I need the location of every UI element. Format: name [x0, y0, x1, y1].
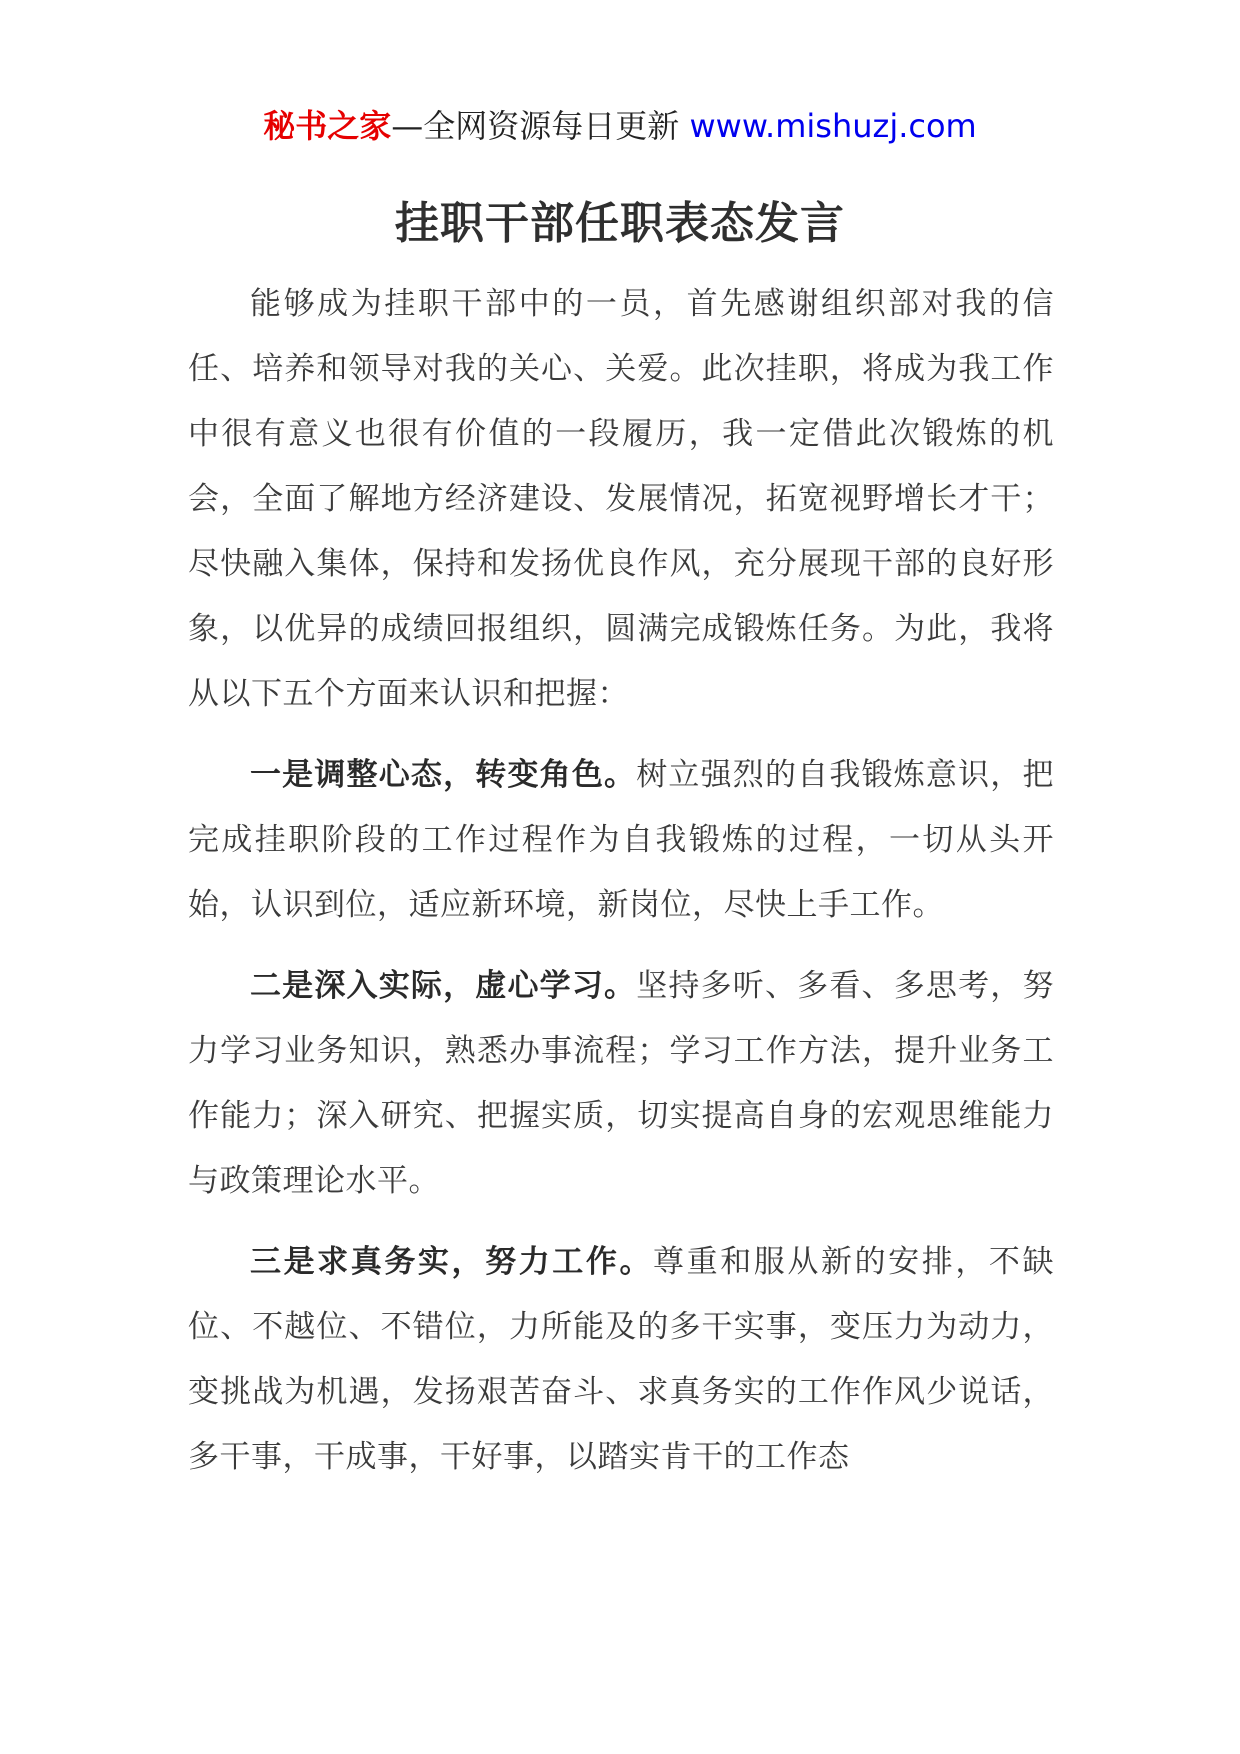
paragraph-lead: 一是调整心态，转变角色。: [250, 757, 637, 793]
paragraph-lead: 二是深入实际，虚心学习。: [250, 968, 637, 1004]
paragraph-text: 尊重和服从新的安排，不缺位、不越位、不错位，力所能及的多干实事，变压力为动力，变挑战为机遇，发扬艰苦奋斗、求真务实的工作作风少说话，多干事，干成事，干好事，以踏实肯干的工作态: [188, 1244, 1055, 1475]
paragraph-point-3: [188, 1230, 1054, 1490]
paragraph-text: 能够成为挂职干部中的一员，首先感谢组织部对我的信任、培养和领导对我的关心、关爱。此次挂职，将成为我工作中很有意义也很有价值的一段履历，我一定借此次锻炼的机会，全面了解地方经济建设、发展情况，拓宽视野增长才干；尽快融入集体，保持和发扬优良作风，充分展现干部的良好形象，以优异的成绩回报组织，圆满完成锻炼任务。为此，我将从以下五个方面来认识和把握：: [188, 286, 1054, 712]
document-title: 挂职干部任职表态发言: [395, 198, 845, 249]
site-header: [0, 104, 1240, 148]
paragraph-point-1: [188, 743, 1054, 938]
paragraph-text: 树立强烈的自我锻炼意识，把完成挂职阶段的工作过程作为自我锻炼的过程，一切从头开始，认识到位，适应新环境，新岗位，尽快上手工作。: [188, 757, 1054, 923]
site-url-link[interactable]: www.mishuzj.com: [689, 107, 977, 145]
header-tagline: —全网资源每日更新: [391, 107, 690, 145]
brand-name: 秘书之家: [263, 107, 392, 145]
paragraph-lead: 三是求真务实，努力工作。: [250, 1244, 654, 1280]
paragraph-intro: [188, 272, 1054, 727]
document-body: [188, 272, 1054, 1506]
paragraph-point-2: [188, 954, 1054, 1214]
paragraph-text: 坚持多听、多看、多思考，努力学习业务知识，熟悉办事流程；学习工作方法，提升业务工作能力；深入研究、把握实质，切实提高自身的宏观思维能力与政策理论水平。: [188, 968, 1054, 1199]
